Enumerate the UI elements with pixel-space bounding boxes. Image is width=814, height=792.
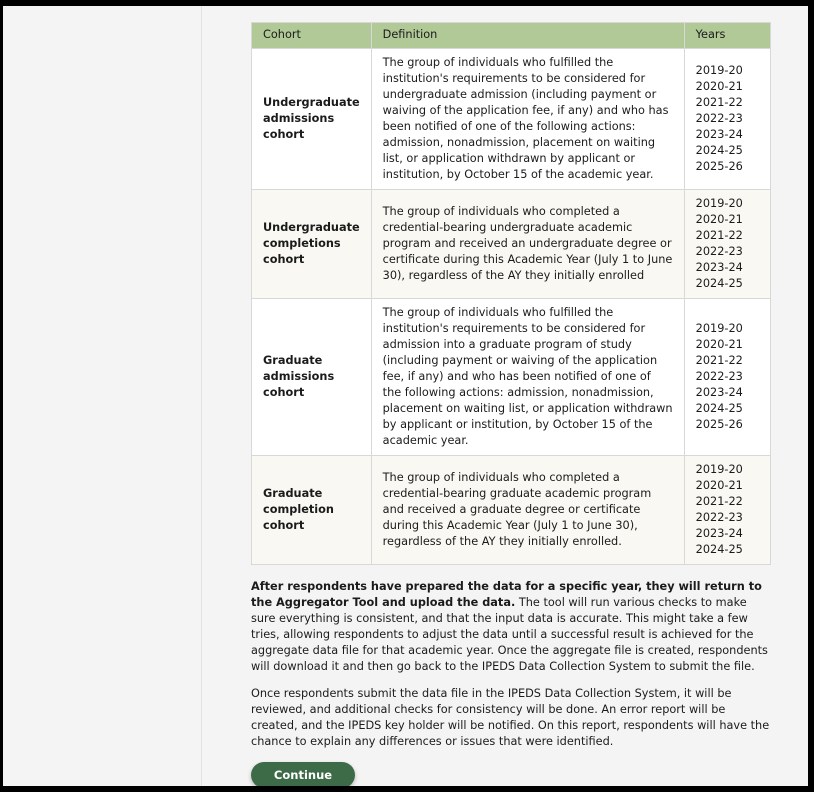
- year-value: 2024-25: [695, 144, 743, 157]
- years-cell: [684, 299, 770, 456]
- year-value: 2019-20: [695, 463, 743, 476]
- upload-paragraph-bold: After respondents have prepared the data for a specific year, they will return to the Aggregator Tool and upload the data.: [251, 580, 762, 609]
- year-value: 2020-21: [695, 338, 743, 351]
- definition-cell: The group of individuals who fulfilled the institution's requirements to be considered for admission into a graduate program of study (including payment or waiving of the application fee, if any) and who has been notified of one of the following actions: admission, nonadmission, placement on waiting list, or application withdrawn by applicant or institution, by October 15 of the academic year.: [371, 299, 684, 456]
- cohort-cell: Graduate completion cohort: [252, 456, 372, 565]
- years-cell: [684, 49, 770, 190]
- year-value: 2019-20: [695, 322, 743, 335]
- year-value: 2023-24: [695, 527, 743, 540]
- cohort-table: [251, 22, 771, 565]
- table-row: [252, 299, 771, 456]
- year-value: 2022-23: [695, 245, 743, 258]
- year-value: 2020-21: [695, 213, 743, 226]
- year-value: 2023-24: [695, 261, 743, 274]
- continue-button[interactable]: Continue: [251, 762, 355, 786]
- table-row: [252, 456, 771, 565]
- definition-cell: The group of individuals who completed a credential-bearing undergraduate academic program and received an undergraduate degree or certificate during this Academic Year (July 1 to June 30), regardless of the AY they initially enrolled: [371, 190, 684, 299]
- year-value: 2022-23: [695, 112, 743, 125]
- year-value: 2024-25: [695, 402, 743, 415]
- year-value: 2021-22: [695, 96, 743, 109]
- review-paragraph: Once respondents submit the data file in the IPEDS Data Collection System, it will be reviewed, and additional checks for consistency will be done. An error report will be created, and the IPEDS key holder will be notified. On this report, respondents will have the chance to explain any differences or issues that were identified.: [251, 687, 770, 748]
- sidebar: [3, 6, 202, 786]
- upload-paragraph-text: The tool will run various checks to make sure everything is consistent, and that the input data is accurate. This might take a few tries, allowing respondents to adjust the data until a successful result is achieved for the aggregate data file for that academic year. Once the aggregate file is created, respondents will download it and then go back to the IPEDS Data Collection System to submit the file.: [251, 596, 768, 673]
- years-cell: [684, 190, 770, 299]
- year-value: 2021-22: [695, 229, 743, 242]
- year-value: 2021-22: [695, 354, 743, 367]
- header-definition: Definition: [371, 23, 684, 49]
- year-value: 2025-26: [695, 418, 743, 431]
- cohort-cell: Undergraduate completions cohort: [252, 190, 372, 299]
- year-value: 2019-20: [695, 197, 743, 210]
- year-value: 2019-20: [695, 64, 743, 77]
- year-value: 2022-23: [695, 511, 743, 524]
- cohort-cell: Undergraduate admissions cohort: [252, 49, 372, 190]
- cohort-cell: Graduate admissions cohort: [252, 299, 372, 456]
- years-cell: [684, 456, 770, 565]
- year-value: 2023-24: [695, 128, 743, 141]
- year-value: 2020-21: [695, 80, 743, 93]
- page: [3, 6, 808, 786]
- header-years: Years: [684, 23, 770, 49]
- main-content: [251, 6, 771, 786]
- year-value: 2024-25: [695, 543, 743, 556]
- year-value: 2020-21: [695, 479, 743, 492]
- upload-paragraph: [251, 579, 771, 675]
- definition-cell: The group of individuals who completed a credential-bearing graduate academic program and received a graduate degree or certificate during this Academic Year (July 1 to June 30), regardless of the AY they initially enrolled.: [371, 456, 684, 565]
- year-value: 2025-26: [695, 160, 743, 173]
- year-value: 2024-25: [695, 277, 743, 290]
- year-value: 2023-24: [695, 386, 743, 399]
- header-cohort: Cohort: [252, 23, 372, 49]
- table-header-row: [252, 23, 771, 49]
- table-row: [252, 190, 771, 299]
- definition-cell: The group of individuals who fulfilled the institution's requirements to be considered for undergraduate admission (including payment or waiving of the application fee, if any) and who has been notified of one of the following actions: admission, nonadmission, placement on waiting list, or application withdrawn by applicant or institution, by October 15 of the academic year.: [371, 49, 684, 190]
- year-value: 2021-22: [695, 495, 743, 508]
- year-value: 2022-23: [695, 370, 743, 383]
- table-row: [252, 49, 771, 190]
